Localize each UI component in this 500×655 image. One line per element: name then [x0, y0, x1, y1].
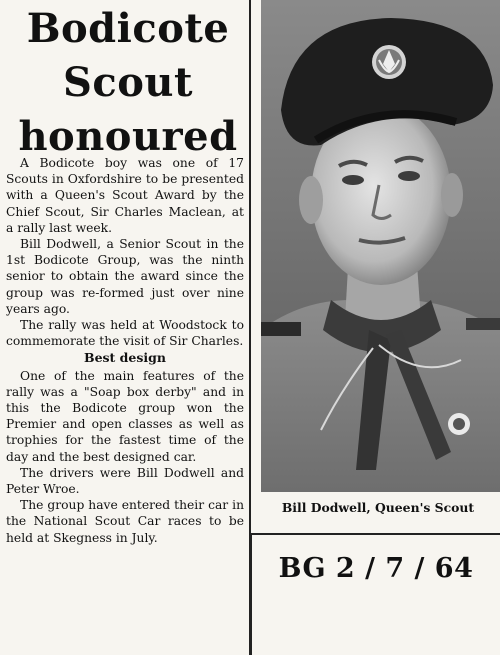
article-paragraph: The drivers were Bill Dodwell and Peter Wroe. — [6, 465, 244, 497]
headline-line-3: honoured — [18, 113, 238, 160]
article-body — [6, 155, 244, 546]
dateline: BG 2 / 7 / 64 — [278, 553, 474, 584]
scout-portrait-photo — [261, 0, 500, 492]
article-paragraph: One of the main features of the rally was a "Soap box derby" and in this the Bodicote group won the Premier and open classes as well as trophies for the fastest time of the day and the best designed car. — [6, 368, 244, 464]
photo-caption: Bill Dodwell, Queen's Scout — [281, 500, 475, 515]
portrait-illustration — [261, 0, 500, 492]
article-paragraph: The rally was held at Woodstock to commemorate the visit of Sir Charles. — [6, 318, 244, 349]
headline — [10, 2, 246, 164]
headline-line-2: Scout — [63, 59, 193, 106]
article-paragraph: A Bodicote boy was one of 17 Scouts in Oxfordshire to be presented with a Queen's Scout Award by the Chief Scout, Sir Charles Maclean, at a rally last week. — [6, 156, 244, 235]
article-paragraph: The group have entered their car in the National Scout Car races to be held at Skegness in July. — [6, 498, 244, 545]
article-paragraph: Bill Dodwell, a Senior Scout in the 1st Bodicote Group, was the ninth senior to obtain the award since the group was re-formed just over nine years ago. — [6, 237, 244, 316]
headline-line-1: Bodicote — [26, 5, 230, 52]
subheading: Best design — [84, 350, 166, 366]
dateline-box — [250, 533, 500, 655]
